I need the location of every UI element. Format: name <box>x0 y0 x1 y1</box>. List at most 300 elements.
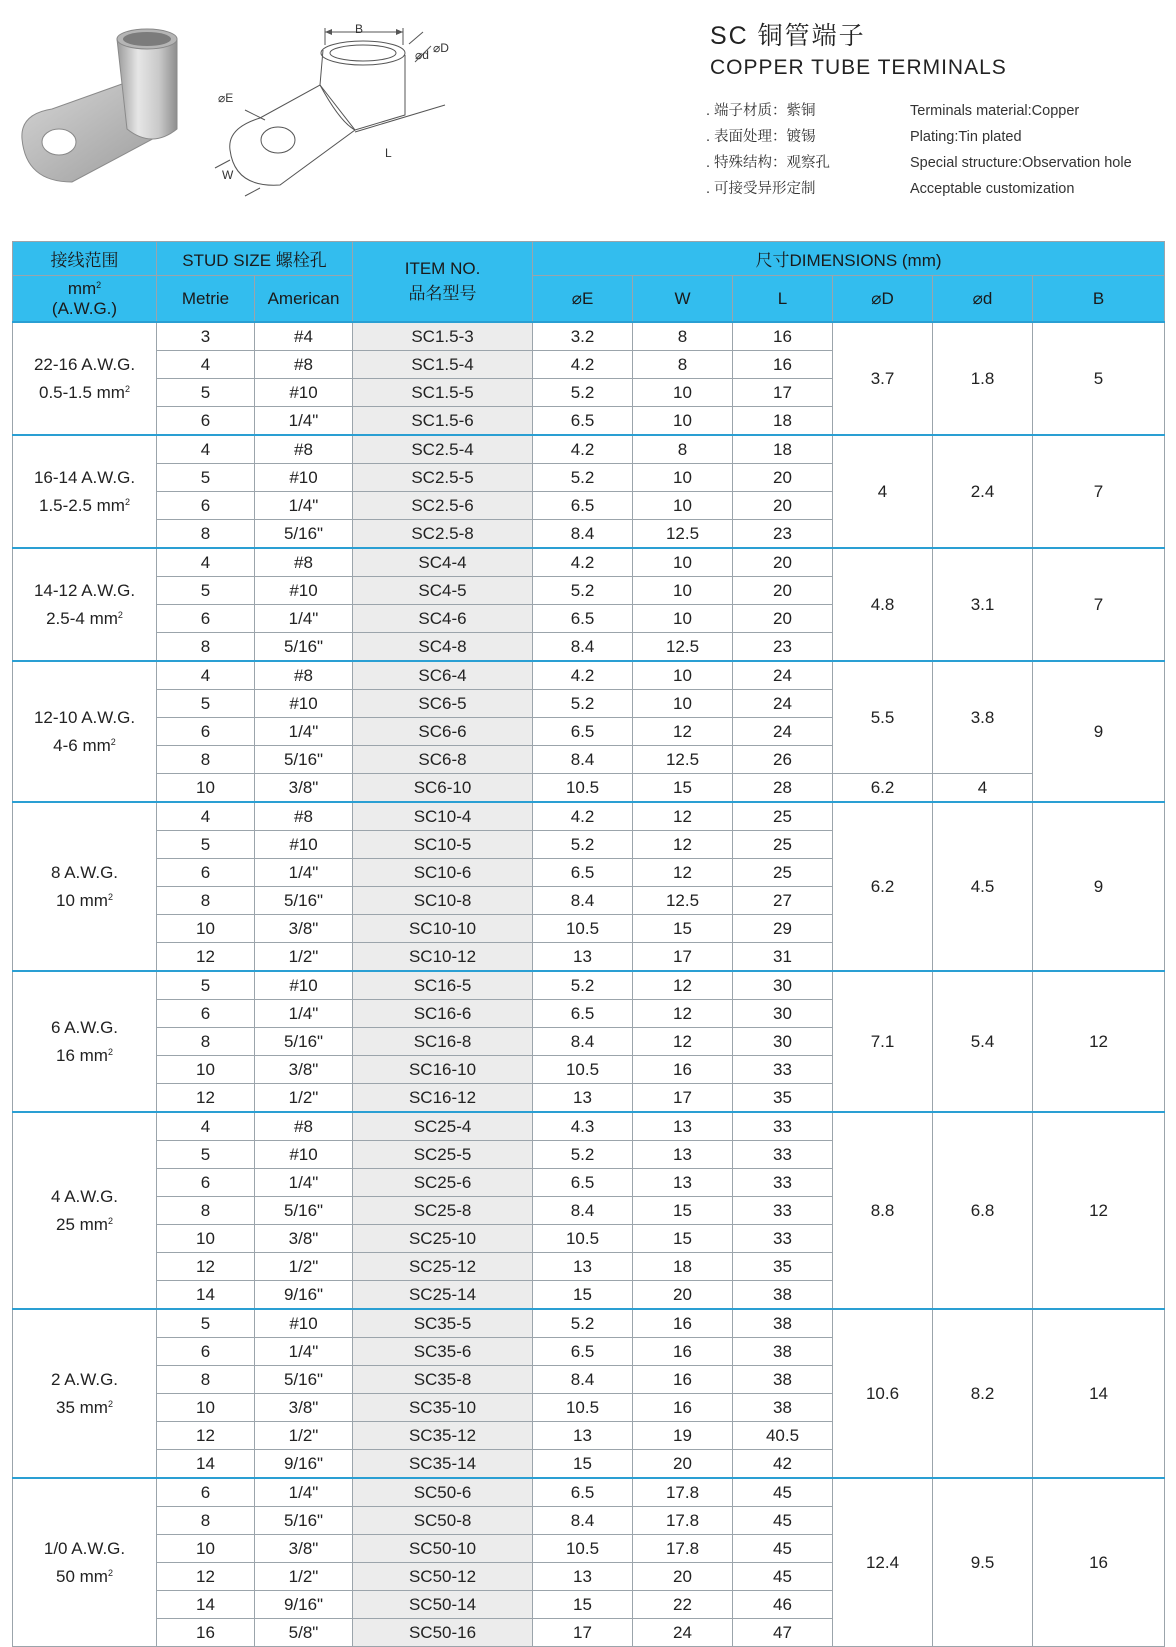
item-no-cell: SC10-4 <box>353 802 533 831</box>
header-item-no-en: ITEM NO. <box>404 259 481 278</box>
l-cell: 45 <box>733 1507 833 1535</box>
item-no-cell: SC10-10 <box>353 915 533 943</box>
l-cell: 38 <box>733 1366 833 1394</box>
l-cell: 38 <box>733 1394 833 1422</box>
metric-cell: 5 <box>157 379 255 407</box>
item-no-cell: SC16-10 <box>353 1056 533 1084</box>
mm-sup: 2 <box>107 1216 113 1226</box>
metric-cell: 5 <box>157 1309 255 1338</box>
table-row <box>13 971 1165 1000</box>
awg-label: 2 A.W.G. <box>50 1370 119 1389</box>
metric-cell: 10 <box>157 915 255 943</box>
american-cell: #4 <box>255 322 353 351</box>
e-cell: 4.2 <box>533 661 633 690</box>
dim-label-d-large: ⌀D <box>433 41 449 55</box>
metric-cell: 8 <box>157 1028 255 1056</box>
e-cell: 4.2 <box>533 802 633 831</box>
wire-range-cell <box>13 1309 157 1478</box>
metric-cell: 8 <box>157 633 255 662</box>
l-cell: 16 <box>733 322 833 351</box>
metric-cell: 6 <box>157 407 255 436</box>
item-no-cell: SC25-8 <box>353 1197 533 1225</box>
e-cell: 8.4 <box>533 1366 633 1394</box>
american-cell: 3/8" <box>255 1056 353 1084</box>
e-cell: 13 <box>533 943 633 972</box>
mm-sup: 2 <box>107 1568 113 1578</box>
awg-label: 6 A.W.G. <box>50 1018 119 1037</box>
item-no-cell: SC10-6 <box>353 859 533 887</box>
metric-cell: 5 <box>157 577 255 605</box>
metric-cell: 6 <box>157 859 255 887</box>
american-cell: 5/16" <box>255 1197 353 1225</box>
wire-range-cell <box>13 661 157 802</box>
american-cell: #8 <box>255 435 353 464</box>
item-no-cell: SC4-4 <box>353 548 533 577</box>
american-cell: 5/16" <box>255 746 353 774</box>
item-no-cell: SC25-4 <box>353 1112 533 1141</box>
metric-cell: 8 <box>157 1507 255 1535</box>
w-cell: 20 <box>633 1450 733 1479</box>
header-w: W <box>633 276 733 323</box>
spec-cn: . 特殊结构：观察孔 <box>706 155 831 171</box>
l-cell: 45 <box>733 1535 833 1563</box>
american-cell: 5/16" <box>255 520 353 549</box>
l-cell: 33 <box>733 1197 833 1225</box>
spec-en: Special structure:Observation hole <box>910 155 1132 171</box>
mm-label: 35 mm <box>56 1398 108 1417</box>
metric-cell: 5 <box>157 971 255 1000</box>
american-cell: 1/4" <box>255 1338 353 1366</box>
w-cell: 24 <box>633 1619 733 1647</box>
table-row <box>13 1478 1165 1507</box>
metric-cell: 8 <box>157 1197 255 1225</box>
header-b: B <box>1033 276 1165 323</box>
w-cell: 10 <box>633 661 733 690</box>
header-e: ⌀E <box>533 276 633 323</box>
spec-table <box>12 241 1165 1647</box>
w-cell: 13 <box>633 1112 733 1141</box>
dim-label-d-small: ⌀d <box>415 48 429 62</box>
header-wire-unit <box>13 276 157 323</box>
b-cell: 14 <box>1033 1309 1165 1478</box>
w-cell: 20 <box>633 1281 733 1310</box>
e-cell: 15 <box>533 1281 633 1310</box>
e-cell: 13 <box>533 1422 633 1450</box>
e-cell: 15 <box>533 1450 633 1479</box>
american-cell: 3/8" <box>255 774 353 803</box>
w-cell: 8 <box>633 435 733 464</box>
e-cell: 8.4 <box>533 1507 633 1535</box>
l-cell: 38 <box>733 1281 833 1310</box>
page-title-en: COPPER TUBE TERMINALS <box>710 56 1007 79</box>
w-cell: 17 <box>633 1084 733 1113</box>
american-cell: 5/16" <box>255 887 353 915</box>
d-small-cell: 6.8 <box>933 1112 1033 1309</box>
e-cell: 6.5 <box>533 1000 633 1028</box>
american-cell: 1/2" <box>255 1084 353 1113</box>
spec-en: Acceptable customization <box>910 181 1075 197</box>
metric-cell: 5 <box>157 1141 255 1169</box>
spec-en: Terminals material:Copper <box>910 103 1080 119</box>
header-l: L <box>733 276 833 323</box>
e-cell: 5.2 <box>533 971 633 1000</box>
wire-range-cell <box>13 802 157 971</box>
header-item-no <box>353 242 533 323</box>
item-no-cell: SC2.5-8 <box>353 520 533 549</box>
american-cell: 1/4" <box>255 407 353 436</box>
w-cell: 12.5 <box>633 746 733 774</box>
header-d-small: ⌀d <box>933 276 1033 323</box>
e-cell: 8.4 <box>533 1197 633 1225</box>
american-cell: #8 <box>255 1112 353 1141</box>
mm-sup: 2 <box>124 384 130 394</box>
item-no-cell: SC1.5-6 <box>353 407 533 436</box>
item-no-cell: SC10-12 <box>353 943 533 972</box>
spec-row <box>706 150 1132 176</box>
item-no-cell: SC2.5-4 <box>353 435 533 464</box>
metric-cell: 5 <box>157 690 255 718</box>
american-cell: #10 <box>255 379 353 407</box>
w-cell: 10 <box>633 464 733 492</box>
item-no-cell: SC16-5 <box>353 971 533 1000</box>
d-small-cell: 9.5 <box>933 1478 1033 1647</box>
item-no-cell: SC6-10 <box>353 774 533 803</box>
e-cell: 10.5 <box>533 1535 633 1563</box>
item-no-cell: SC35-5 <box>353 1309 533 1338</box>
mm-label: 25 mm <box>56 1215 108 1234</box>
american-cell: 9/16" <box>255 1450 353 1479</box>
table-row <box>13 802 1165 831</box>
american-cell: 5/8" <box>255 1619 353 1647</box>
item-no-cell: SC50-10 <box>353 1535 533 1563</box>
e-cell: 10.5 <box>533 915 633 943</box>
metric-cell: 10 <box>157 774 255 803</box>
l-cell: 25 <box>733 802 833 831</box>
b-cell: 7 <box>1033 435 1165 548</box>
w-cell: 22 <box>633 1591 733 1619</box>
item-no-cell: SC10-5 <box>353 831 533 859</box>
w-cell: 8 <box>633 322 733 351</box>
metric-cell: 6 <box>157 1000 255 1028</box>
l-cell: 16 <box>733 351 833 379</box>
d-small-cell: 1.8 <box>933 322 1033 435</box>
l-cell: 23 <box>733 520 833 549</box>
l-cell: 35 <box>733 1084 833 1113</box>
american-cell: 1/4" <box>255 1169 353 1197</box>
american-cell: 5/16" <box>255 1028 353 1056</box>
metric-cell: 6 <box>157 718 255 746</box>
d-large-cell: 12.4 <box>833 1478 933 1647</box>
e-cell: 17 <box>533 1619 633 1647</box>
e-cell: 4.2 <box>533 548 633 577</box>
e-cell: 6.5 <box>533 718 633 746</box>
metric-cell: 5 <box>157 831 255 859</box>
table-row <box>13 661 1165 690</box>
w-cell: 16 <box>633 1056 733 1084</box>
american-cell: 5/16" <box>255 633 353 662</box>
mm-label: 16 mm <box>56 1046 108 1065</box>
spec-row <box>706 98 1132 124</box>
table-row <box>13 548 1165 577</box>
l-cell: 30 <box>733 1028 833 1056</box>
metric-cell: 12 <box>157 1084 255 1113</box>
w-cell: 12 <box>633 971 733 1000</box>
wire-range-cell <box>13 548 157 661</box>
item-no-cell: SC25-5 <box>353 1141 533 1169</box>
d-small-cell: 4 <box>933 774 1033 803</box>
w-cell: 12.5 <box>633 520 733 549</box>
item-no-cell: SC35-6 <box>353 1338 533 1366</box>
table-row <box>13 322 1165 351</box>
w-cell: 16 <box>633 1366 733 1394</box>
w-cell: 20 <box>633 1563 733 1591</box>
d-large-cell: 6.2 <box>833 774 933 803</box>
metric-cell: 12 <box>157 1422 255 1450</box>
l-cell: 38 <box>733 1309 833 1338</box>
spec-cn: . 表面处理：镀锡 <box>706 129 816 145</box>
w-cell: 15 <box>633 1225 733 1253</box>
l-cell: 45 <box>733 1563 833 1591</box>
w-cell: 8 <box>633 351 733 379</box>
metric-cell: 6 <box>157 1338 255 1366</box>
e-cell: 8.4 <box>533 1028 633 1056</box>
l-cell: 33 <box>733 1169 833 1197</box>
l-cell: 24 <box>733 718 833 746</box>
header-stud-size: STUD SIZE 螺栓孔 <box>157 242 353 276</box>
table-row <box>13 774 1165 803</box>
e-cell: 5.2 <box>533 1309 633 1338</box>
product-photo <box>12 14 202 189</box>
e-cell: 4.2 <box>533 351 633 379</box>
table-body <box>13 322 1165 1647</box>
wire-range-cell <box>13 435 157 548</box>
l-cell: 28 <box>733 774 833 803</box>
w-cell: 13 <box>633 1169 733 1197</box>
e-cell: 8.4 <box>533 633 633 662</box>
l-cell: 45 <box>733 1478 833 1507</box>
mm-sup: 2 <box>117 610 123 620</box>
l-cell: 47 <box>733 1619 833 1647</box>
metric-cell: 4 <box>157 1112 255 1141</box>
w-cell: 12 <box>633 1000 733 1028</box>
header-american: American <box>255 276 353 323</box>
dim-label-l: L <box>385 146 392 160</box>
metric-cell: 4 <box>157 802 255 831</box>
item-no-cell: SC1.5-3 <box>353 322 533 351</box>
item-no-cell: SC2.5-6 <box>353 492 533 520</box>
awg-label: 14-12 A.W.G. <box>33 581 136 600</box>
wire-range-cell <box>13 322 157 435</box>
item-no-cell: SC50-8 <box>353 1507 533 1535</box>
metric-cell: 6 <box>157 1478 255 1507</box>
item-no-cell: SC16-12 <box>353 1084 533 1113</box>
e-cell: 6.5 <box>533 1169 633 1197</box>
w-cell: 16 <box>633 1309 733 1338</box>
american-cell: #10 <box>255 1309 353 1338</box>
e-cell: 5.2 <box>533 577 633 605</box>
mm-label: 1.5-2.5 mm <box>39 496 125 515</box>
d-small-cell: 5.4 <box>933 971 1033 1112</box>
item-no-cell: SC25-10 <box>353 1225 533 1253</box>
w-cell: 12 <box>633 859 733 887</box>
american-cell: #8 <box>255 548 353 577</box>
wire-range-cell <box>13 1478 157 1647</box>
d-large-cell: 7.1 <box>833 971 933 1112</box>
spec-row <box>706 176 1132 202</box>
item-no-cell: SC6-8 <box>353 746 533 774</box>
item-no-cell: SC2.5-5 <box>353 464 533 492</box>
metric-cell: 8 <box>157 887 255 915</box>
item-no-cell: SC1.5-4 <box>353 351 533 379</box>
item-no-cell: SC35-10 <box>353 1394 533 1422</box>
l-cell: 33 <box>733 1056 833 1084</box>
american-cell: 1/4" <box>255 1000 353 1028</box>
e-cell: 10.5 <box>533 1394 633 1422</box>
american-cell: #10 <box>255 831 353 859</box>
metric-cell: 3 <box>157 322 255 351</box>
header-item-no-cn: 品名型号 <box>408 284 477 303</box>
e-cell: 5.2 <box>533 831 633 859</box>
d-small-cell: 4.5 <box>933 802 1033 971</box>
d-small-cell: 2.4 <box>933 435 1033 548</box>
e-cell: 5.2 <box>533 379 633 407</box>
d-large-cell: 3.7 <box>833 322 933 435</box>
b-cell: 12 <box>1033 1112 1165 1309</box>
mm-sup: 2 <box>107 1047 113 1057</box>
american-cell: 9/16" <box>255 1281 353 1310</box>
metric-cell: 10 <box>157 1225 255 1253</box>
american-cell: 1/4" <box>255 605 353 633</box>
item-no-cell: SC4-6 <box>353 605 533 633</box>
e-cell: 6.5 <box>533 1338 633 1366</box>
l-cell: 24 <box>733 661 833 690</box>
l-cell: 31 <box>733 943 833 972</box>
american-cell: 9/16" <box>255 1591 353 1619</box>
metric-cell: 14 <box>157 1450 255 1479</box>
mm-sup: 2 <box>124 497 130 507</box>
metric-cell: 8 <box>157 1366 255 1394</box>
header-wire-awg: (A.W.G.) <box>51 298 118 318</box>
b-cell: 9 <box>1033 661 1165 802</box>
b-cell: 5 <box>1033 322 1165 435</box>
l-cell: 30 <box>733 971 833 1000</box>
metric-cell: 4 <box>157 548 255 577</box>
american-cell: 3/8" <box>255 915 353 943</box>
e-cell: 6.5 <box>533 605 633 633</box>
e-cell: 13 <box>533 1563 633 1591</box>
l-cell: 20 <box>733 605 833 633</box>
w-cell: 12 <box>633 718 733 746</box>
metric-cell: 12 <box>157 1563 255 1591</box>
w-cell: 10 <box>633 492 733 520</box>
e-cell: 8.4 <box>533 520 633 549</box>
american-cell: 1/2" <box>255 1422 353 1450</box>
american-cell: 3/8" <box>255 1225 353 1253</box>
american-cell: #10 <box>255 1141 353 1169</box>
wire-range-cell <box>13 971 157 1112</box>
e-cell: 8.4 <box>533 887 633 915</box>
metric-cell: 8 <box>157 746 255 774</box>
item-no-cell: SC6-4 <box>353 661 533 690</box>
d-large-cell: 10.6 <box>833 1309 933 1478</box>
american-cell: #8 <box>255 802 353 831</box>
d-small-cell: 8.2 <box>933 1309 1033 1478</box>
item-no-cell: SC35-12 <box>353 1422 533 1450</box>
l-cell: 38 <box>733 1338 833 1366</box>
dim-label-w: W <box>222 168 234 182</box>
mm-label: 10 mm <box>56 891 108 910</box>
spec-cn: . 端子材质：紫铜 <box>706 103 816 119</box>
w-cell: 12.5 <box>633 633 733 662</box>
b-cell: 16 <box>1033 1478 1165 1647</box>
american-cell: 3/8" <box>255 1394 353 1422</box>
e-cell: 6.5 <box>533 492 633 520</box>
header-d-large: ⌀D <box>833 276 933 323</box>
metric-cell: 8 <box>157 520 255 549</box>
w-cell: 16 <box>633 1338 733 1366</box>
d-large-cell: 4.8 <box>833 548 933 661</box>
table-row <box>13 1309 1165 1338</box>
item-no-cell: SC35-8 <box>353 1366 533 1394</box>
l-cell: 33 <box>733 1112 833 1141</box>
item-no-cell: SC10-8 <box>353 887 533 915</box>
l-cell: 46 <box>733 1591 833 1619</box>
mm-sup: 2 <box>110 737 116 747</box>
american-cell: #10 <box>255 464 353 492</box>
w-cell: 12 <box>633 802 733 831</box>
american-cell: 1/4" <box>255 492 353 520</box>
metric-cell: 4 <box>157 435 255 464</box>
l-cell: 33 <box>733 1141 833 1169</box>
w-cell: 13 <box>633 1141 733 1169</box>
d-large-cell: 8.8 <box>833 1112 933 1309</box>
b-cell: 12 <box>1033 971 1165 1112</box>
metric-cell: 16 <box>157 1619 255 1647</box>
l-cell: 40.5 <box>733 1422 833 1450</box>
w-cell: 15 <box>633 915 733 943</box>
item-no-cell: SC4-5 <box>353 577 533 605</box>
e-cell: 8.4 <box>533 746 633 774</box>
e-cell: 5.2 <box>533 1141 633 1169</box>
metric-cell: 12 <box>157 943 255 972</box>
item-no-cell: SC25-14 <box>353 1281 533 1310</box>
american-cell: #10 <box>255 971 353 1000</box>
l-cell: 35 <box>733 1253 833 1281</box>
item-no-cell: SC50-6 <box>353 1478 533 1507</box>
american-cell: 5/16" <box>255 1366 353 1394</box>
l-cell: 23 <box>733 633 833 662</box>
mm-label: 2.5-4 mm <box>46 609 118 628</box>
e-cell: 6.5 <box>533 407 633 436</box>
wire-range-cell <box>13 1112 157 1309</box>
awg-label: 22-16 A.W.G. <box>33 355 136 374</box>
item-no-cell: SC50-12 <box>353 1563 533 1591</box>
american-cell: 1/4" <box>255 718 353 746</box>
page-title-cn: SC 铜管端子 <box>710 22 866 50</box>
e-cell: 3.2 <box>533 322 633 351</box>
w-cell: 17.8 <box>633 1535 733 1563</box>
l-cell: 18 <box>733 435 833 464</box>
w-cell: 10 <box>633 407 733 436</box>
item-no-cell: SC50-14 <box>353 1591 533 1619</box>
item-no-cell: SC1.5-5 <box>353 379 533 407</box>
metric-cell: 5 <box>157 464 255 492</box>
header-metric: Metrie <box>157 276 255 323</box>
item-no-cell: SC25-6 <box>353 1169 533 1197</box>
w-cell: 10 <box>633 379 733 407</box>
l-cell: 29 <box>733 915 833 943</box>
w-cell: 17 <box>633 943 733 972</box>
